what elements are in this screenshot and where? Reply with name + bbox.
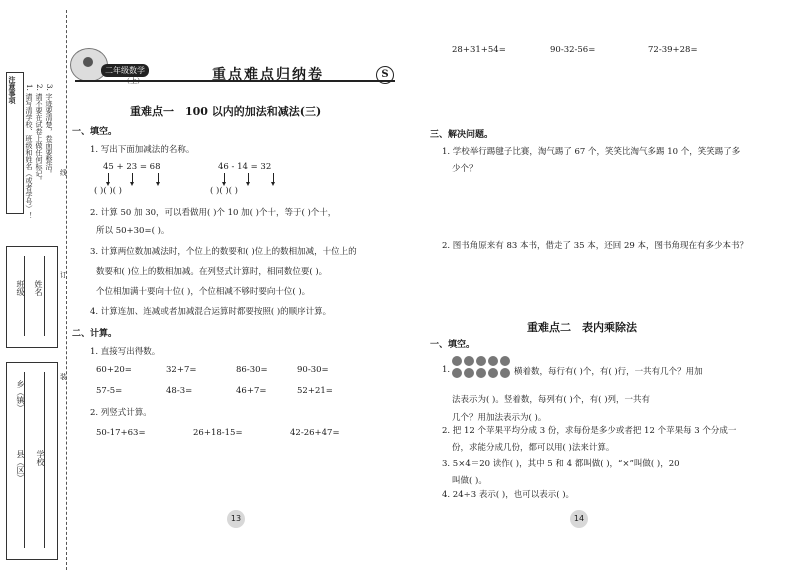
subtraction-equation: 46 - 14 = 32 (218, 162, 272, 172)
school-underline (44, 372, 46, 548)
notice-line: 1. 请写清学校、班级和姓名（或者学号）！ (25, 84, 33, 219)
county-underline (24, 372, 26, 548)
fill-1-line2: 法表示为( )。竖着数，每列有( )个，有( )列，一共有 (452, 395, 651, 405)
page-title: 重点难点归纳卷 (212, 67, 324, 83)
dot-icon (488, 368, 498, 378)
top-calc-item: 28+31+54= (452, 45, 506, 55)
solve-heading: 三、解决问题。 (430, 130, 494, 140)
volume-label: （上） (123, 77, 144, 85)
cut-line (66, 10, 67, 570)
section2-title: 重难点二 表内乘除法 (527, 321, 637, 334)
grade-tag: 二年级数学 (101, 64, 149, 77)
fill-1-line1: 横着数，每行有( )个，有( )行，一共有几个？用加 (514, 367, 703, 377)
direct-calc-item: 57-5= (96, 386, 123, 396)
fill-3-line2: 叫做( )。 (452, 476, 487, 486)
direct-calc-item: 32+7= (166, 365, 197, 375)
fill-3-line1: 3. 5×4＝20 读作( )，其中 5 和 4 都叫做( )，“×”叫做( )，20 (442, 459, 680, 469)
s-badge: S (376, 66, 394, 84)
vertical-calc-item: 50-17+63= (96, 428, 146, 438)
top-calc-item: 90-32-56= (550, 45, 596, 55)
fill-2-line1: 2. 把 12 个苹果平均分成 3 份，求每份是多少或者把 12 个苹果每 3 个分成一 (442, 426, 737, 436)
dot-icon (500, 368, 510, 378)
arrow-icon (273, 173, 274, 183)
arrow-icon (248, 173, 249, 183)
problem-1-line1: 1. 学校举行踢毽子比赛，淘气踢了 67 个，笑笑比淘气多踢 10 个，笑笑踢了多 (442, 147, 741, 157)
dot-icon (464, 368, 474, 378)
question-3-line1: 3. 计算两位数加减法时，个位上的数要和( )位上的数相加减，十位上的 (90, 247, 357, 257)
binding-mark-xian: 线 (60, 169, 67, 177)
fill-heading-2: 一、填空。 (430, 340, 476, 350)
direct-calc-item: 52+21= (297, 386, 333, 396)
fill-4: 4. 24÷3 表示( )，也可以表示( )。 (442, 490, 575, 500)
name-label: 姓名 (34, 280, 43, 296)
fill-1-number: 1. (442, 365, 451, 375)
direct-calc-item: 90-30= (297, 365, 329, 375)
calc-question-2: 2. 列竖式计算。 (90, 408, 152, 418)
question-1: 1. 写出下面加减法的名称。 (90, 145, 195, 155)
county-label: 县（区） (16, 450, 25, 482)
problem-1-line2: 少个？ (452, 164, 478, 174)
binding-mark-ding: 订 (60, 271, 67, 279)
name-underline (44, 256, 46, 336)
binding-strip (0, 0, 70, 580)
direct-calc-item: 46+7= (236, 386, 267, 396)
notice-line: 3. 字迹要清楚，卷面要整洁。 (45, 84, 53, 177)
notice-line: 2. 请不要在试卷上做任何标记。 (35, 84, 43, 184)
problem-2: 2. 图书角原来有 83 本书，借走了 35 本，还回 29 本，图书角现在有多少本书？ (442, 241, 748, 251)
school-info-box (6, 362, 58, 560)
direct-calc-item: 86-30= (236, 365, 268, 375)
class-underline (24, 256, 26, 336)
right-page (400, 0, 800, 580)
addition-name-blanks: ( )( )( ) (94, 186, 123, 196)
student-info-box (6, 246, 58, 348)
question-4: 4. 计算连加、连减或者加减混合运算时都要按照( )的顺序计算。 (90, 307, 332, 317)
question-3-line3: 个位相加满十要向十位( )，个位相减不够时要向十位( )。 (96, 287, 311, 297)
calc-heading: 二、计算。 (72, 329, 118, 339)
vertical-calc-item: 26+18-15= (193, 428, 243, 438)
arrow-icon (224, 173, 225, 183)
binding-mark-zhuang: 装 (60, 373, 67, 381)
question-2-line2: 所以 50+30=( )。 (96, 226, 170, 236)
calc-question-1: 1. 直接写出得数。 (90, 347, 161, 357)
school-label: 学校 (36, 450, 45, 466)
addition-equation: 45 + 23 = 68 (103, 162, 161, 172)
dot-icon (452, 368, 462, 378)
fill-heading: 一、填空。 (72, 127, 118, 137)
notice-title: 注意事项 (8, 76, 17, 104)
dot-row (452, 351, 522, 363)
subtraction-name-blanks: ( )( )( ) (210, 186, 239, 196)
dot-row (452, 363, 522, 375)
section1-title: 重难点一 100 以内的加法和减法(三) (130, 105, 322, 118)
arrow-icon (108, 173, 109, 183)
class-label: 班级 (16, 280, 25, 296)
page-number: 13 (227, 510, 245, 528)
dot-icon (476, 368, 486, 378)
arrow-icon (132, 173, 133, 183)
page-number: 14 (570, 510, 588, 528)
question-3-line2: 数要和( )位上的数相加减。在列竖式计算时，相同数位要( )。 (96, 267, 328, 277)
direct-calc-item: 48-3= (166, 386, 193, 396)
dot-array (452, 351, 522, 375)
direct-calc-item: 60+20= (96, 365, 132, 375)
arrow-icon (158, 173, 159, 183)
fill-2-line2: 份，求能分成几份，都可以用( )法来计算。 (452, 443, 615, 453)
fill-1-line3: 几个？用加法表示为( )。 (452, 413, 547, 423)
vertical-calc-item: 42-26+47= (290, 428, 340, 438)
top-calc-item: 72-39+28= (648, 45, 698, 55)
township-label: 乡（镇） (16, 380, 25, 412)
question-2-line1: 2. 计算 50 加 30，可以看做用( )个 10 加( )个十，等于( )个十， (90, 208, 337, 218)
